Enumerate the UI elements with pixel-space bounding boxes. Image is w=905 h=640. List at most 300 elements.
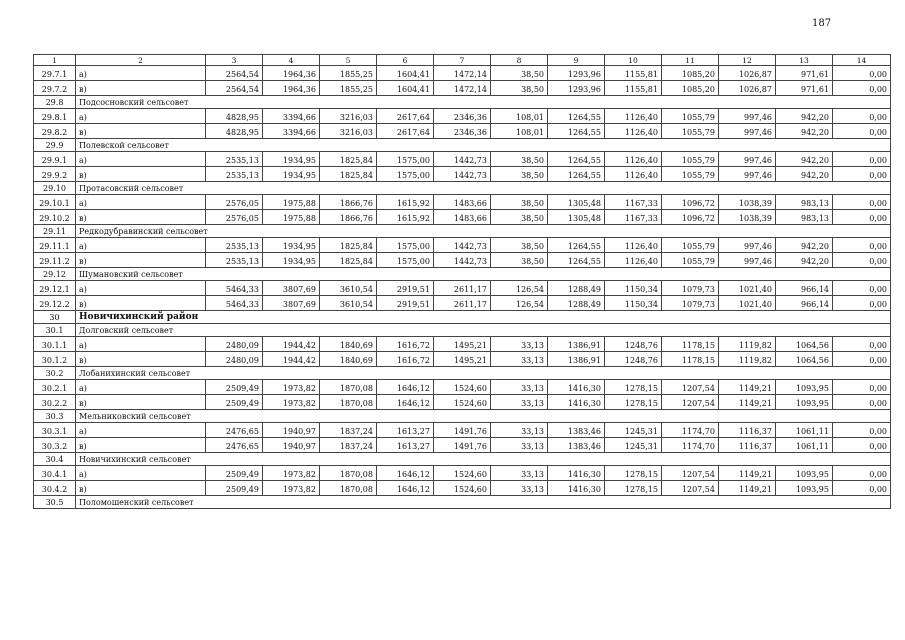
row-code: 29.10.2 [34,210,76,225]
value-cell: 0,00 [833,423,891,438]
value-cell: 1093,95 [776,481,833,496]
value-cell: 1061,11 [776,438,833,453]
value-cell: 1646,12 [377,466,434,481]
value-cell: 1096,72 [662,210,719,225]
value-cell: 1278,15 [605,481,662,496]
table-row [34,167,891,182]
value-cell: 1149,21 [719,481,776,496]
value-cell: 0,00 [833,281,891,296]
value-cell: 1093,95 [776,380,833,395]
value-cell: 2346,36 [434,124,491,139]
value-cell: 1264,55 [548,124,605,139]
value-cell: 2509,49 [206,466,263,481]
row-code: 29.11.2 [34,253,76,268]
value-cell: 5464,33 [206,296,263,311]
column-header: 4 [263,55,320,66]
value-cell: 2611,17 [434,296,491,311]
value-cell: 1178,15 [662,337,719,352]
value-cell: 1207,54 [662,395,719,410]
value-cell: 0,00 [833,124,891,139]
value-cell: 0,00 [833,66,891,81]
row-code: 29.11.1 [34,238,76,253]
table-row [34,281,891,296]
section-row [34,367,891,380]
value-cell: 1149,21 [719,466,776,481]
value-cell: 1038,39 [719,195,776,210]
value-cell: 38,50 [491,195,548,210]
value-cell: 1079,73 [662,281,719,296]
value-cell: 33,13 [491,395,548,410]
section-title: Новичихинский сельсовет [76,453,891,466]
row-code: 29.12.2 [34,296,76,311]
column-header: 5 [320,55,377,66]
row-label: в) [76,296,206,311]
value-cell: 1615,92 [377,195,434,210]
table-row [34,352,891,367]
table-row [34,380,891,395]
value-cell: 1116,37 [719,423,776,438]
value-cell: 1126,40 [605,109,662,124]
value-cell: 2476,65 [206,423,263,438]
value-cell: 1613,27 [377,438,434,453]
row-label: в) [76,438,206,453]
value-cell: 1055,79 [662,152,719,167]
section-row [34,139,891,152]
value-cell: 1126,40 [605,238,662,253]
value-cell: 108,01 [491,109,548,124]
section-title: Протасовский сельсовет [76,182,891,195]
value-cell: 1383,46 [548,438,605,453]
value-cell: 0,00 [833,352,891,367]
column-header: 1 [34,55,76,66]
table-row [34,152,891,167]
value-cell: 1055,79 [662,238,719,253]
value-cell: 1055,79 [662,253,719,268]
value-cell: 1825,84 [320,152,377,167]
row-code: 29.10.1 [34,195,76,210]
value-cell: 1174,70 [662,438,719,453]
section-row [34,453,891,466]
value-cell: 1616,72 [377,337,434,352]
value-cell: 0,00 [833,380,891,395]
value-cell: 997,46 [719,238,776,253]
value-cell: 2480,09 [206,352,263,367]
section-title: Мельниковский сельсовет [76,410,891,423]
value-cell: 997,46 [719,253,776,268]
section-row [34,410,891,423]
row-code: 29.8.2 [34,124,76,139]
value-cell: 942,20 [776,253,833,268]
value-cell: 942,20 [776,238,833,253]
value-cell: 1126,40 [605,152,662,167]
value-cell: 0,00 [833,81,891,96]
value-cell: 1278,15 [605,380,662,395]
value-cell: 997,46 [719,167,776,182]
value-cell: 1245,31 [605,423,662,438]
value-cell: 1973,82 [263,395,320,410]
value-cell: 33,13 [491,481,548,496]
section-title: Лобанихинский сельсовет [76,367,891,380]
value-cell: 2564,54 [206,81,263,96]
value-cell: 0,00 [833,210,891,225]
value-cell: 1855,25 [320,81,377,96]
value-cell: 966,14 [776,281,833,296]
row-label: в) [76,253,206,268]
value-cell: 1616,72 [377,352,434,367]
value-cell: 1870,08 [320,481,377,496]
value-cell: 38,50 [491,66,548,81]
row-label: а) [76,195,206,210]
value-cell: 1837,24 [320,423,377,438]
value-cell: 2535,13 [206,238,263,253]
row-label: а) [76,466,206,481]
value-cell: 1055,79 [662,109,719,124]
value-cell: 38,50 [491,210,548,225]
value-cell: 1021,40 [719,296,776,311]
section-title: Полевской сельсовет [76,139,891,152]
value-cell: 1646,12 [377,380,434,395]
value-cell: 33,13 [491,466,548,481]
row-label: а) [76,66,206,81]
value-cell: 0,00 [833,466,891,481]
section-row [34,496,891,509]
table-row [34,195,891,210]
value-cell: 1150,34 [605,281,662,296]
value-cell: 2535,13 [206,253,263,268]
value-cell: 0,00 [833,195,891,210]
row-code: 29.11 [34,225,76,238]
value-cell: 33,13 [491,380,548,395]
column-header: 6 [377,55,434,66]
value-cell: 1085,20 [662,81,719,96]
value-cell: 1975,88 [263,195,320,210]
value-cell: 1964,36 [263,81,320,96]
value-cell: 3610,54 [320,281,377,296]
value-cell: 33,13 [491,423,548,438]
row-label: в) [76,167,206,182]
value-cell: 1416,30 [548,380,605,395]
row-code: 30.1.1 [34,337,76,352]
row-code: 30.3.1 [34,423,76,438]
value-cell: 3807,69 [263,281,320,296]
value-cell: 1615,92 [377,210,434,225]
value-cell: 1973,82 [263,466,320,481]
section-row [34,311,891,324]
value-cell: 1442,73 [434,152,491,167]
section-row [34,182,891,195]
value-cell: 1093,95 [776,466,833,481]
value-cell: 0,00 [833,253,891,268]
value-cell: 1840,69 [320,352,377,367]
value-cell: 0,00 [833,109,891,124]
row-code: 30.2.1 [34,380,76,395]
value-cell: 971,61 [776,66,833,81]
value-cell: 1116,37 [719,438,776,453]
row-code: 30.4.1 [34,466,76,481]
value-cell: 1093,95 [776,395,833,410]
page-number: 187 [812,18,832,29]
value-cell: 2617,64 [377,109,434,124]
value-cell: 2535,13 [206,152,263,167]
value-cell: 997,46 [719,124,776,139]
value-cell: 942,20 [776,124,833,139]
value-cell: 38,50 [491,253,548,268]
row-code: 30.3 [34,410,76,423]
value-cell: 1085,20 [662,66,719,81]
value-cell: 1293,96 [548,66,605,81]
row-label: а) [76,152,206,167]
value-cell: 1079,73 [662,296,719,311]
value-cell: 126,54 [491,296,548,311]
value-cell: 1061,11 [776,423,833,438]
value-cell: 1207,54 [662,466,719,481]
value-cell: 2576,05 [206,210,263,225]
value-cell: 1442,73 [434,167,491,182]
value-cell: 1613,27 [377,423,434,438]
value-cell: 1126,40 [605,167,662,182]
column-header: 13 [776,55,833,66]
value-cell: 1264,55 [548,167,605,182]
value-cell: 1245,31 [605,438,662,453]
value-cell: 2535,13 [206,167,263,182]
value-cell: 1264,55 [548,253,605,268]
value-cell: 942,20 [776,152,833,167]
value-cell: 38,50 [491,167,548,182]
value-cell: 1207,54 [662,481,719,496]
value-cell: 1150,34 [605,296,662,311]
value-cell: 0,00 [833,481,891,496]
value-cell: 2564,54 [206,66,263,81]
value-cell: 1055,79 [662,124,719,139]
value-cell: 1964,36 [263,66,320,81]
value-cell: 33,13 [491,438,548,453]
value-cell: 1646,12 [377,395,434,410]
value-cell: 983,13 [776,195,833,210]
value-cell: 1149,21 [719,380,776,395]
table-row [34,81,891,96]
value-cell: 1870,08 [320,380,377,395]
row-code: 29.9.1 [34,152,76,167]
value-cell: 997,46 [719,109,776,124]
value-cell: 1495,21 [434,337,491,352]
tariff-table [33,54,891,509]
table-row [34,253,891,268]
value-cell: 1064,56 [776,352,833,367]
table-row [34,66,891,81]
section-title: Новичихинский район [76,311,891,324]
value-cell: 38,50 [491,81,548,96]
value-cell: 38,50 [491,152,548,167]
value-cell: 1575,00 [377,167,434,182]
value-cell: 942,20 [776,167,833,182]
row-label: в) [76,124,206,139]
value-cell: 1442,73 [434,238,491,253]
table-row [34,438,891,453]
value-cell: 1416,30 [548,481,605,496]
value-cell: 1940,97 [263,438,320,453]
value-cell: 1064,56 [776,337,833,352]
value-cell: 1483,66 [434,210,491,225]
value-cell: 1483,66 [434,195,491,210]
table-row [34,109,891,124]
table-row [34,395,891,410]
value-cell: 1472,14 [434,66,491,81]
value-cell: 1934,95 [263,167,320,182]
value-cell: 1491,76 [434,438,491,453]
value-cell: 1866,76 [320,195,377,210]
value-cell: 1975,88 [263,210,320,225]
value-cell: 1973,82 [263,380,320,395]
row-code: 30.4 [34,453,76,466]
value-cell: 1055,79 [662,167,719,182]
value-cell: 3807,69 [263,296,320,311]
value-cell: 1472,14 [434,81,491,96]
value-cell: 1174,70 [662,423,719,438]
value-cell: 1840,69 [320,337,377,352]
row-code: 29.10 [34,182,76,195]
section-row [34,268,891,281]
value-cell: 1288,49 [548,296,605,311]
value-cell: 1524,60 [434,395,491,410]
row-code: 30.4.2 [34,481,76,496]
value-cell: 1604,41 [377,66,434,81]
value-cell: 942,20 [776,109,833,124]
value-cell: 3610,54 [320,296,377,311]
row-label: а) [76,238,206,253]
row-code: 29.9.2 [34,167,76,182]
row-code: 29.8 [34,96,76,109]
value-cell: 1248,76 [605,352,662,367]
value-cell: 1604,41 [377,81,434,96]
value-cell: 1149,21 [719,395,776,410]
table-row [34,466,891,481]
value-cell: 1305,48 [548,195,605,210]
row-code: 29.9 [34,139,76,152]
row-code: 29.12 [34,268,76,281]
column-header: 11 [662,55,719,66]
value-cell: 1278,15 [605,466,662,481]
value-cell: 2509,49 [206,395,263,410]
value-cell: 1934,95 [263,238,320,253]
value-cell: 4828,95 [206,124,263,139]
row-label: а) [76,109,206,124]
value-cell: 966,14 [776,296,833,311]
value-cell: 1524,60 [434,481,491,496]
value-cell: 2617,64 [377,124,434,139]
value-cell: 2480,09 [206,337,263,352]
value-cell: 1155,81 [605,66,662,81]
value-cell: 1167,33 [605,210,662,225]
row-label: в) [76,81,206,96]
value-cell: 0,00 [833,337,891,352]
value-cell: 1167,33 [605,195,662,210]
value-cell: 2509,49 [206,481,263,496]
value-cell: 1491,76 [434,423,491,438]
value-cell: 1305,48 [548,210,605,225]
column-header: 10 [605,55,662,66]
value-cell: 3216,03 [320,109,377,124]
value-cell: 1119,82 [719,337,776,352]
value-cell: 1038,39 [719,210,776,225]
row-label: а) [76,337,206,352]
value-cell: 1386,91 [548,352,605,367]
value-cell: 1264,55 [548,109,605,124]
value-cell: 1524,60 [434,380,491,395]
value-cell: 1416,30 [548,395,605,410]
table-row [34,296,891,311]
value-cell: 2919,51 [377,281,434,296]
column-header: 7 [434,55,491,66]
value-cell: 1278,15 [605,395,662,410]
section-title: Подсосновский сельсовет [76,96,891,109]
table-row [34,210,891,225]
value-cell: 1126,40 [605,124,662,139]
value-cell: 1944,42 [263,337,320,352]
value-cell: 983,13 [776,210,833,225]
section-title: Редкодубравинский сельсовет [76,225,891,238]
value-cell: 1293,96 [548,81,605,96]
table-row [34,337,891,352]
value-cell: 1026,87 [719,81,776,96]
value-cell: 3394,66 [263,124,320,139]
value-cell: 1825,84 [320,167,377,182]
column-header: 14 [833,55,891,66]
row-label: в) [76,481,206,496]
value-cell: 1288,49 [548,281,605,296]
value-cell: 0,00 [833,395,891,410]
row-label: а) [76,380,206,395]
row-label: в) [76,352,206,367]
table-row [34,124,891,139]
row-code: 30.5 [34,496,76,509]
row-code: 30 [34,311,76,324]
value-cell: 1096,72 [662,195,719,210]
value-cell: 1442,73 [434,253,491,268]
value-cell: 1866,76 [320,210,377,225]
column-header: 8 [491,55,548,66]
value-cell: 0,00 [833,167,891,182]
column-header: 12 [719,55,776,66]
value-cell: 1575,00 [377,253,434,268]
value-cell: 1934,95 [263,152,320,167]
value-cell: 1264,55 [548,238,605,253]
value-cell: 1825,84 [320,253,377,268]
row-code: 29.7.1 [34,66,76,81]
section-title: Поломошенский сельсовет [76,496,891,509]
value-cell: 1264,55 [548,152,605,167]
value-cell: 2919,51 [377,296,434,311]
value-cell: 1575,00 [377,152,434,167]
value-cell: 4828,95 [206,109,263,124]
value-cell: 1026,87 [719,66,776,81]
value-cell: 1126,40 [605,253,662,268]
row-code: 29.12.1 [34,281,76,296]
row-label: в) [76,210,206,225]
value-cell: 1416,30 [548,466,605,481]
value-cell: 38,50 [491,238,548,253]
value-cell: 0,00 [833,238,891,253]
value-cell: 5464,33 [206,281,263,296]
table-row [34,481,891,496]
value-cell: 1155,81 [605,81,662,96]
section-row [34,96,891,109]
value-cell: 997,46 [719,152,776,167]
row-code: 29.7.2 [34,81,76,96]
column-header: 9 [548,55,605,66]
row-code: 29.8.1 [34,109,76,124]
column-header: 3 [206,55,263,66]
section-row [34,225,891,238]
